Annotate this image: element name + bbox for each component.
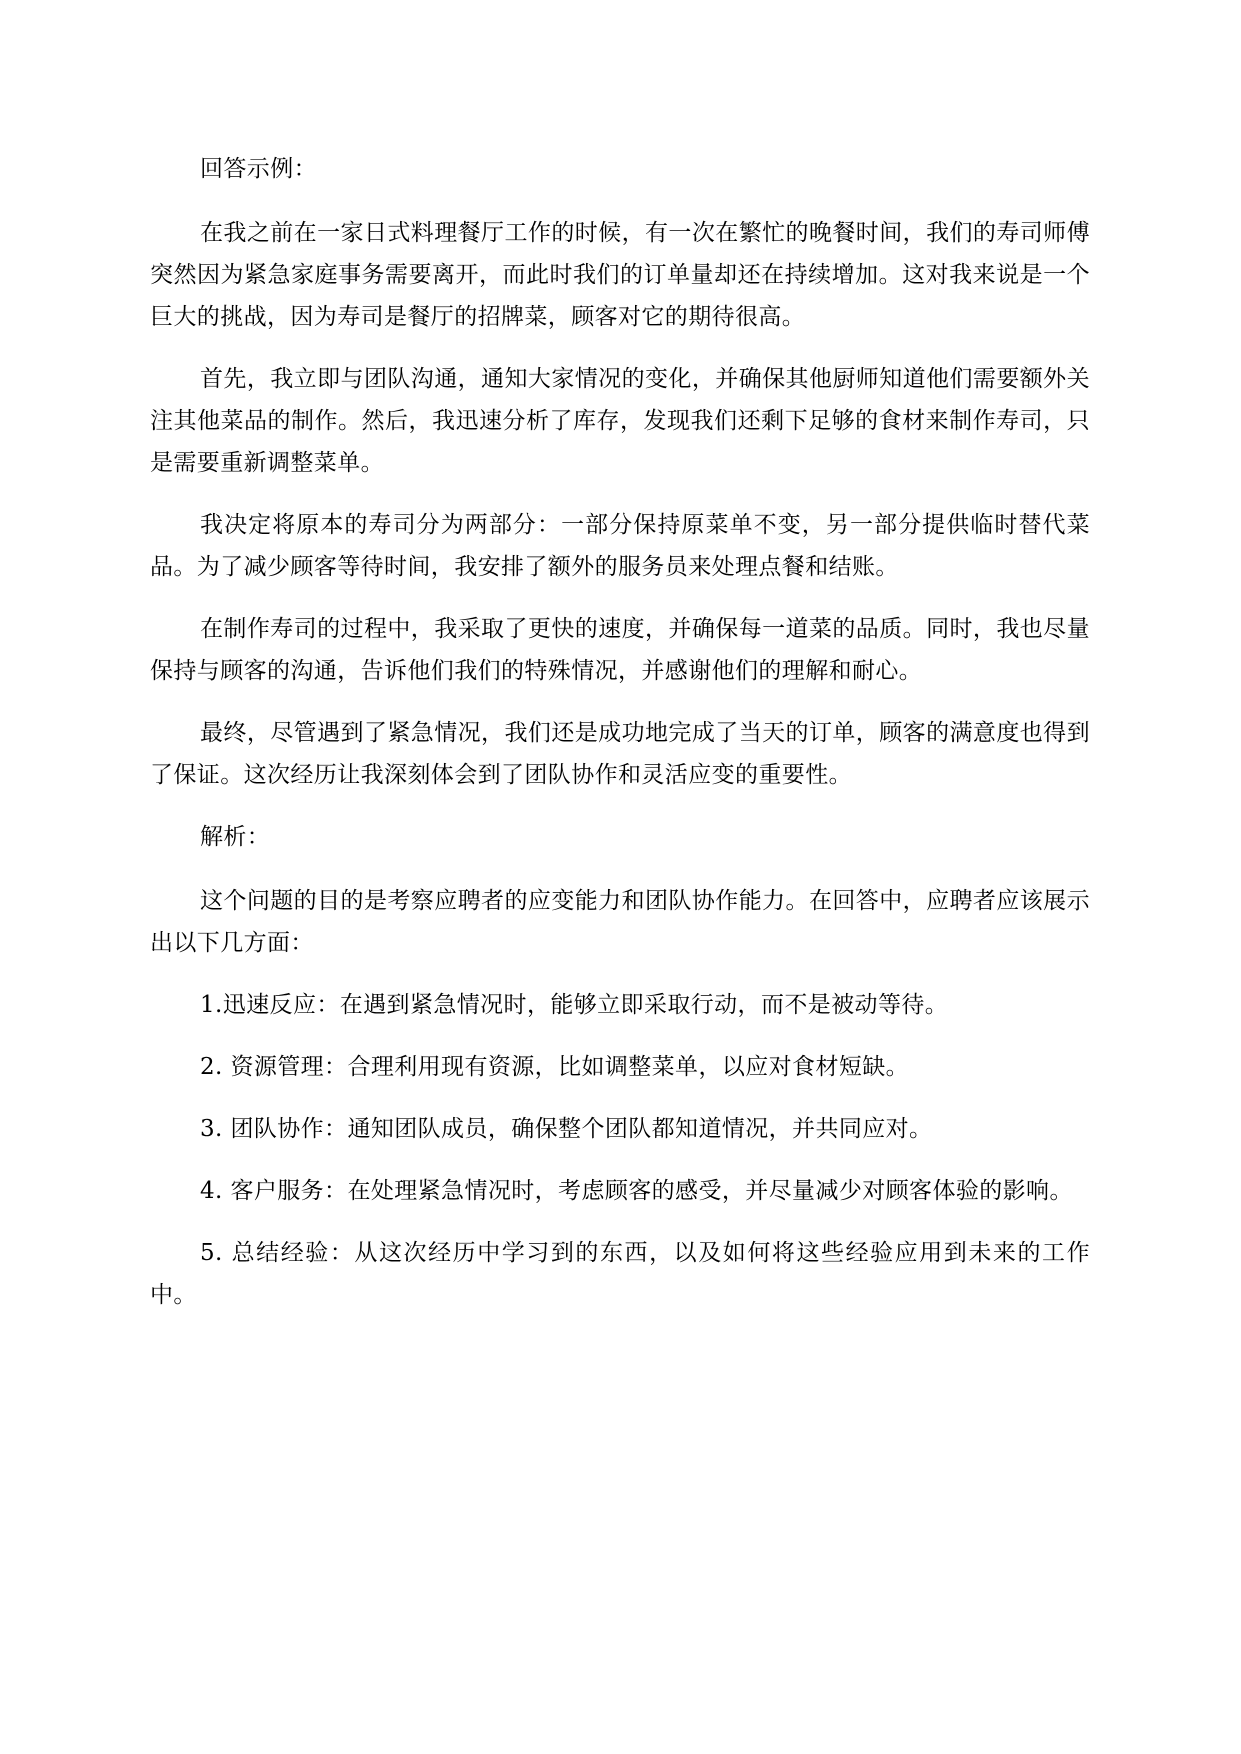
analysis-point-3: 3. 团队协作：通知团队成员，确保整个团队都知道情况，并共同应对。	[200, 1116, 933, 1142]
answer-paragraph-3: 我决定将原本的寿司分为两部分：一部分保持原菜单不变，另一部分提供临时替代菜品。为了减少顾客等待时间，我安排了额外的服务员来处理点餐和结账。	[150, 512, 1090, 580]
answer-paragraph-4: 在制作寿司的过程中，我采取了更快的速度，并确保每一道菜的品质。同时，我也尽量保持与顾客的沟通，告诉他们我们的特殊情况，并感谢他们的理解和耐心。	[150, 616, 1090, 684]
answer-paragraph-2: 首先，我立即与团队沟通，通知大家情况的变化，并确保其他厨师知道他们需要额外关注其他菜品的制作。然后，我迅速分析了库存，发现我们还剩下足够的食材来制作寿司，只是需要重新调整菜单。	[150, 366, 1090, 476]
document-page	[150, 148, 1090, 1336]
analysis-point-4: 4. 客户服务：在处理紧急情况时，考虑顾客的感受，并尽量减少对顾客体验的影响。	[200, 1178, 1073, 1204]
analysis-heading: 解析：	[200, 824, 271, 850]
answer-paragraph-5: 最终，尽管遇到了紧急情况，我们还是成功地完成了当天的订单，顾客的满意度也得到了保证。这次经历让我深刻体会到了团队协作和灵活应变的重要性。	[150, 720, 1090, 788]
analysis-point-2: 2. 资源管理：合理利用现有资源，比如调整菜单，以应对食材短缺。	[200, 1054, 910, 1080]
analysis-point-1: 1.迅速反应：在遇到紧急情况时，能够立即采取行动，而不是被动等待。	[200, 992, 949, 1018]
analysis-intro: 这个问题的目的是考察应聘者的应变能力和团队协作能力。在回答中，应聘者应该展示出以下几方面：	[150, 888, 1090, 956]
answer-paragraph-1: 在我之前在一家日式料理餐厅工作的时候，有一次在繁忙的晚餐时间，我们的寿司师傅突然因为紧急家庭事务需要离开，而此时我们的订单量却还在持续增加。这对我来说是一个巨大的挑战，因为寿司是餐厅的招牌菜，顾客对它的期待很高。	[150, 220, 1090, 330]
analysis-point-5: 5. 总结经验：从这次经历中学习到的东西，以及如何将这些经验应用到未来的工作中。	[150, 1240, 1090, 1308]
answer-example-heading: 回答示例：	[200, 156, 317, 182]
